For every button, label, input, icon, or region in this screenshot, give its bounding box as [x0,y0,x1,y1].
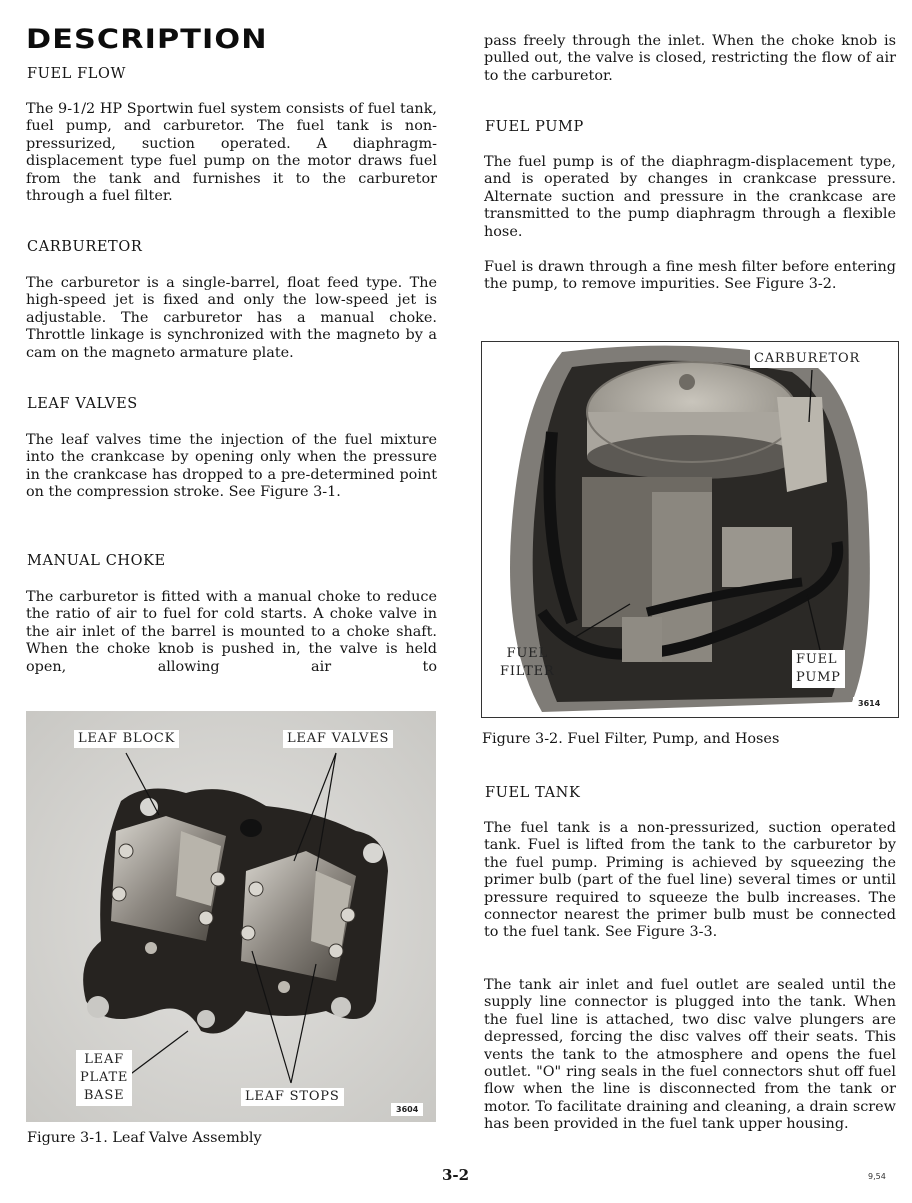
heading-fuel-flow: FUEL FLOW [27,66,126,82]
paragraph-carburetor: The carburetor is a single-barrel, float feed type. The high-speed jet is fixed and only the low-speed jet is adjustable. The carburetor has a manual choke. Throttle linkage is synchronized with the magneto by a cam on the magneto armature plate. [26,275,437,361]
heading-fuel-tank: FUEL TANK [485,785,581,801]
label-fuel-pump [792,650,845,688]
label-fuel-filter [496,644,558,682]
label-leaf-block: LEAF BLOCK [74,730,179,748]
caption-figure-3-2: Figure 3-2. Fuel Filter, Pump, and Hoses [482,731,780,747]
heading-carburetor: CARBURETOR [27,239,143,255]
label-leaf-plate-base-line2: PLATE [80,1070,129,1085]
caption-figure-3-1: Figure 3-1. Leaf Valve Assembly [27,1130,262,1146]
page-title: DESCRIPTION [26,24,268,55]
paragraph-fuel-pump-2: Fuel is drawn through a fine mesh filter before entering the pump, to remove impurities. See Figure 3-2. [484,259,896,293]
photo-number-3604: 3604 [391,1103,423,1116]
heading-fuel-pump: FUEL PUMP [485,119,584,135]
paragraph-manual-choke-part2: pass freely through the inlet. When the choke knob is pulled out, the valve is closed, restricting the flow of air to the carburetor. [484,33,896,84]
label-fuel-pump-line1: FUEL [796,652,838,667]
paragraph-fuel-tank-2: The tank air inlet and fuel outlet are sealed until the supply line connector is plugged into the tank. When the fuel line is attached, two disc valve plungers are depressed, forcing the disc valves off their seats. This vents the tank to the atmosphere and opens the fuel outlet. "O" ring seals in the fuel connectors shut off fuel flow when the line is disconnected from the tank or motor. To facilitate draining and cleaning, a drain screw has been provided in the fuel tank upper housing. [484,977,896,1133]
label-leaf-plate-base-line1: LEAF [84,1052,124,1067]
paragraph-fuel-pump-1: The fuel pump is of the diaphragm-displacement type, and is operated by changes in crankcase pressure. Alternate suction and pressure in the crankcase are transmitted to the pump diaphragm through a flexible hose. [484,154,896,240]
figure-3-2-photo [481,341,899,718]
label-leaf-plate-base-line3: BASE [83,1088,125,1103]
paragraph-fuel-flow: The 9-1/2 HP Sportwin fuel system consists of fuel tank, fuel pump, and carburetor. The fuel tank is non-pressurized, suction operated. A diaphragm-displacement type fuel pump on the motor draws fuel from the tank and furnishes it to the carburetor through a fuel filter. [26,101,437,205]
label-leaf-stops: LEAF STOPS [241,1088,344,1106]
paragraph-fuel-tank-1: The fuel tank is a non-pressurized, suction operated tank. Fuel is lifted from the tank to the carburetor by the fuel pump. Priming is achieved by squeezing the primer bulb (part of the fuel line) several times or until pressure required to squeeze the bulb increases. The connector nearest the primer bulb must be connected to the fuel tank. See Figure 3-3. [484,820,896,941]
heading-leaf-valves: LEAF VALVES [27,396,138,412]
label-leaf-plate-base [76,1050,132,1106]
photo-number-3614: 3614 [853,697,885,710]
paragraph-manual-choke-part1: The carburetor is fitted with a manual choke to reduce the ratio of air to fuel for cold starts. A choke valve in the air inlet of the barrel is mounted to a choke shaft. When the choke knob is pushed in, the valve is held open, allowing air to [26,589,437,675]
figure-3-1-photo [26,711,436,1122]
label-fuel-pump-line2: PUMP [796,670,841,685]
page-number: 3-2 [442,1166,470,1184]
label-fuel-filter-line1: FUEL [506,646,548,661]
label-fuel-filter-line2: FILTER [500,664,555,679]
heading-manual-choke: MANUAL CHOKE [27,553,166,569]
print-code: 9,54 [868,1172,886,1181]
label-carburetor: CARBURETOR [750,350,864,368]
paragraph-leaf-valves: The leaf valves time the injection of the fuel mixture into the crankcase by opening only when the pressure in the crankcase has dropped to a pre-determined point on the compression stroke. See Figure 3-1. [26,432,437,501]
label-leaf-valves: LEAF VALVES [283,730,393,748]
